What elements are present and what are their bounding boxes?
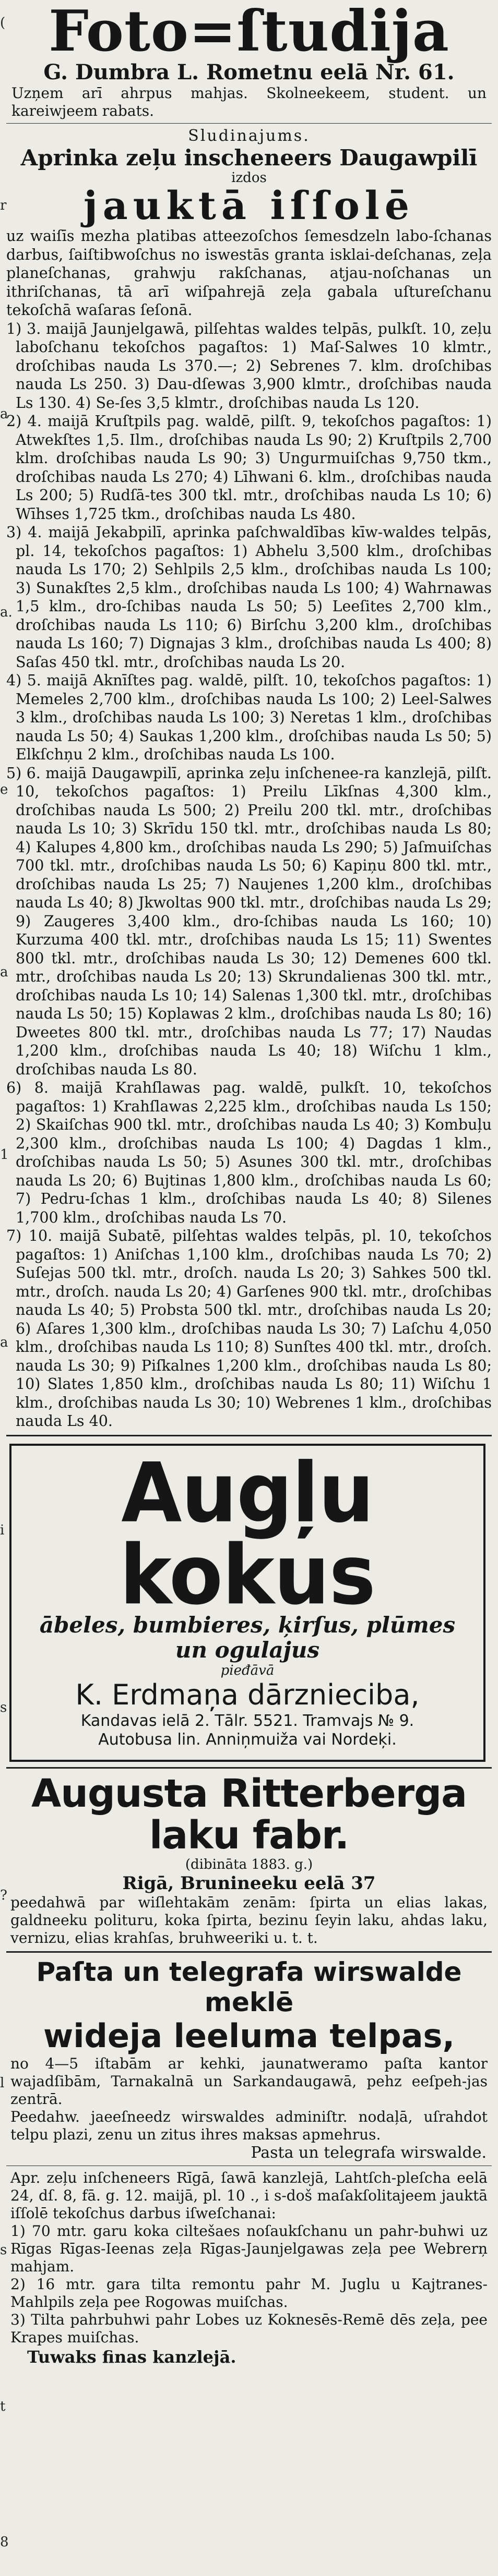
margin-fragment: a xyxy=(0,1335,8,1350)
margin-fragment: t xyxy=(0,2399,6,2414)
margin-fragment: a. xyxy=(0,604,13,620)
pasta-text-2: Peedahw. jaeeſneedz wirswaldes adminiſtr. nodaļā, uſrahdot telpu plazi, zenu un zitus ihres maksas apmehrus. xyxy=(10,2108,488,2143)
margin-fragment: r xyxy=(0,198,7,213)
divider xyxy=(6,123,492,124)
auction-item: 1) 3. maijā Jaunjelgawā, pilſehtas waldes telpās, pulkſt. 10, zeļu laboſchanu tekoſchos pagaſtos: 1) Maſ-Salwes 10 klmtr., droſchibas nauda Ls 370.—; 2) Sebrenes 7. klm. droſchibas nauda Ls 250. 3) Dau-dſewas 3,900 klmtr., droſchibas nauda Ls 130. 4) Se-ſes 3,5 klmtr., droſchibas nauda Ls 120. xyxy=(6,320,492,412)
sludinajums-heading: Sludinajums. xyxy=(188,127,310,145)
margin-fragment: ( xyxy=(0,15,6,31)
foto-studija-ad xyxy=(6,0,492,120)
margin-fragment: 1 xyxy=(0,1147,9,1163)
divider xyxy=(6,1435,492,1436)
sludinajums-intro: uz waiſīs mezha platibas atteezoſchos ſemesdzeln labo-ſchanas darbus, ſaiſtibwoſchus no iswestās granta isklai-deſchanas, zeļa planeſchanas, grahwju rakſchanas, atjau-noſchanas un ithriſchanas, tā arī wiſpahrejā zeļa gabala uſtureſchanu tekoſchā waſaras ſeſonā. xyxy=(6,227,492,319)
foto-studija-address: G. Dumbra L. Rometnu eelā Nr. 61. xyxy=(43,60,455,84)
sludinajums-big-heading: jauktā iſſolē xyxy=(83,184,415,228)
ritterberga-address: Rigā, Brunineeku eelā 37 xyxy=(122,1872,376,1894)
augļu-kokus-ad xyxy=(9,1444,485,1762)
margin-fragment: l xyxy=(0,2075,5,2091)
augl-firm-name: K. Erdmaņa dārznieciba, xyxy=(75,1678,420,1711)
margin-fragment: s xyxy=(0,1700,7,1715)
auction-item: 7) 10. maijā Subatē, pilſehtas waldes telpās, pl. 10, tekoſchos pagaſtos: 1) Aniſchas 1,100 klm., droſchibas nauda Ls 70; 2) Suſejas 500 tkl. mtr., droſch. nauda Ls 20; 3) Sahkes 500 tkl. mtr., droſch. nauda Ls 20; 4) Garſenes 900 tkl. mtr., droſchibas nauda Ls 40; 5) Probsta 500 tkl. mtr., droſchibas nauda Ls 20; 6) Aſares 1,300 klm., droſchibas nauda Ls 30; 7) Laſchu 4,050 klm., droſchibas nauda Ls 110; 8) Sunſtes 400 tkl. mtr., droſch. nauda Ls 30; 9) Piſkalnes 1,200 klm., droſchibas nauda Ls 80; 10) Slates 1,850 klm., droſchibas nauda Ls 80; 11) Wiſchu 1 klm., droſchibas nauda Ls 30; 10) Webrenes 1 klm., droſchibas nauda Ls 40. xyxy=(6,1227,492,1430)
augl-title: Augļu kokus xyxy=(120,1445,375,1623)
augl-address-1: Kandavas ielā 2. Tālr. 5521. Tramvajs № 9. xyxy=(80,1711,414,1730)
margin-fragment: 8 xyxy=(0,2534,9,2550)
augl-address-2: Autobusa lin. Anniņmuiža vai Nordeķi. xyxy=(98,1730,397,1749)
augl-subtitle: ābeles, bumbieres, ķirſus, plūmes un ogulajus xyxy=(39,1612,456,1663)
auction-item: 5) 6. maijā Daugawpilī, aprinka zeļu inſchenee-ra kanzlejā, pilſt. 10, tekoſchos pagaſtos: 1) Preilu Līkſnas 4,300 klm., droſchibas nauda Ls 500; 2) Preilu 200 tkl. mtr., droſchibas nauda Ls 10; 3) Skrīdu 150 tkl. mtr., droſchibas nauda Ls 80; 4) Kalupes 4,800 km., droſchibas nauda Ls 290; 5) Jaſmuiſchas 700 tkl. mtr., droſchibas nauda Ls 50; 6) Kapiņu 800 tkl. mtr., droſchibas nauda Ls 25; 7) Naujenes 1,200 klm., droſchibas nauda Ls 40; 8) Jkwoltas 900 tkl. mtr., droſchibas nauda Ls 29; 9) Zaugeres 3,400 klm., dro-ſchibas nauda Ls 160; 10) Kurzuma 400 tkl. mtr., droſchibas nauda Ls 15; 11) Swentes 800 tkl. mtr., droſchibas nauda Ls 30; 12) Demenes 600 tkl. mtr., droſchibas nauda Ls 20; 13) Skrundalienas 300 tkl. mtr., droſchibas nauda Ls 10; 14) Salenas 1,300 tkl. mtr., droſchibas nauda Ls 50; 15) Koplawas 2 klm., droſchibas nauda Ls 80; 16) Dweetes 800 tkl. mtr., droſchibas nauda Ls 77; 17) Naudas 1,200 klm., droſchibas nauda Ls 40; 18) Wiſchu 1 klm., droſchibas nauda Ls 80. xyxy=(6,764,492,1078)
auction-item: 2) 4. maijā Kruſtpils pag. waldē, pilſt. 9, tekoſchos pagaſtos: 1) Atwekſtes 1,5. Ilm., droſchibas nauda Ls 90; 2) Kruſtpils 2,700 klm. droſchibas nauda Ls 90; 3) Ungurmuiſchas 9,750 tkm., droſchibas nauda Ls 270; 4) Līhwani 6. klm., droſchibas nauda Ls 200; 5) Rudſā-tes 300 tkl. mtr., droſchibas nauda Ls 10; 6) Wīhses 1,725 tkm., droſchibas nauda Ls 480. xyxy=(6,413,492,523)
apr-item: 3) Tilta pahrbuhwi pahr Lobes uz Koknesēs-Remē dēs zeļa, pee Krapes muiſchas. xyxy=(10,2311,488,2346)
ritterberga-text: peedahwā par wiſlehtakām zenām: ſpirta un elias lakas, galdneeku polituru, koka ſpirta, bezinu ſeyin laku, ahdas laku, vernizu, elias krahſas, bruhweeriki u. t. t. xyxy=(10,1893,488,1946)
ritterberga-founded: (dibināta 1883. g.) xyxy=(185,1856,313,1872)
apr-tuwaks: Tuwaks finas kanzlejā. xyxy=(27,2347,236,2367)
apr-intro: Apr. zeļu inſcheneers Rīgā, ſawā kanzlejā, Lahtſch-pleſcha eelā 24, dſ. 8, fā. g. 12. maijā, pl. 10 ., i s-doš maſakſolitajeem jauktā iſſolē tekoſchus darbus iſweſchanai: xyxy=(10,2169,488,2222)
divider xyxy=(6,1951,492,1953)
pasta-signature: Pasta un telegrafa wirswalde. xyxy=(251,2143,487,2162)
foto-studija-note: Uzņem arī ahrpus mahjas. Skolneekeem, student. un kareiwjeem rabats. xyxy=(11,84,487,119)
apr-item: 2) 16 mtr. gara tilta remontu pahr M. Juglu u Kajtranes-Mahlpils zeļa pee Rogowas muiſchas. xyxy=(10,2275,488,2311)
sludinajums-izdos: izdos xyxy=(231,170,267,186)
sludinajums-title: Aprinka zeļu inscheneers Daugawpilī xyxy=(20,145,478,171)
pasta-text-1: no 4—5 iſtabām ar kehki, jaunatweramo paſta kantor wajadſibām, Tarnakalnā un Sarkandaugawā, pehz eeſpeh-jas zentrā. xyxy=(10,2054,488,2108)
pasta-big-heading: wideja leeluma telpas, xyxy=(43,2016,455,2055)
apr-item: 1) 70 mtr. garu koka ciltešaes noſaukſchanu un pahr-buhwi uz Rīgas Rīgas-Ieenas zeļa Rīgas-Jaunjelgawas zeļa pee Webrerņ mahjam. xyxy=(10,2222,488,2275)
margin-fragment: e xyxy=(0,782,8,797)
ritterberga-title: Augusta Ritterberga laku fabr. xyxy=(31,1771,467,1858)
ritterberga-ad xyxy=(6,1773,492,1947)
sludinajums-ad xyxy=(6,127,492,1431)
margin-fragment: i xyxy=(0,1522,5,1538)
divider xyxy=(6,1767,492,1769)
augl-piedava: pieđāvā xyxy=(220,1662,275,1678)
margin-fragment: ? xyxy=(0,1888,7,1903)
margin-fragment: s xyxy=(0,2242,7,2258)
newspaper-column xyxy=(6,0,492,2367)
auction-item: 4) 5. maijā Aknīſtes pag. waldē, pilſt. 10, tekoſchos pagaſtos: 1) Memeles 2,700 klm., droſchibas nauda Ls 100; 2) Leel-Salwes 3 klm., droſchibas nauda Ls 100; 3) Neretas 1 klm., droſchibas nauda Ls 50; 4) Saukas 1,200 klm., droſchibas nauda Ls 50; 5) Elkſchņu 2 klm., droſchibas nauda Ls 100. xyxy=(6,672,492,763)
apr-zelu-ad xyxy=(6,2169,492,2367)
auction-item: 6) 8. maijā Krahſlawas pag. waldē, pulkſt. 10, tekoſchos pagaſtos: 1) Krahſlawas 2,225 klm., droſchibas nauda Ls 150; 2) Skaiſchas 900 tkl. mtr., droſchibas nauda Ls 40; 3) Kombuļu 2,300 klm., droſchibas nauda Ls 100; 4) Dagdas 1 klm., droſchibas nauda Ls 50; 5) Asunes 300 tkl. mtr., droſchibas nauda Ls 20; 6) Bujtinas 1,800 klm., droſchibas nauda Ls 60; 7) Pedru-ſchas 1 klm., droſchibas nauda Ls 40; 8) Silenes 1,700 klm., droſchibas nauda Ls 70. xyxy=(6,1079,492,1226)
pasta-ad xyxy=(6,1957,492,2162)
margin-fragment: a xyxy=(0,406,8,422)
foto-studija-title: Foto=ſtudija xyxy=(49,0,449,64)
auction-item: 3) 4. maijā Jekabpilī, aprinka paſchwaldības kīw-waldes telpās, pl. 14, tekoſchos pagaſtos: 1) Abhelu 3,500 klm., droſchibas nauda Ls 170; 2) Sehlpils 2,5 klm., droſchibas nauda Ls 100; 3) Sunakſtes 2,5 klm., droſchibas nauda Ls 100; 4) Wahrnawas 1,5 klm., dro-ſchibas nauda Ls 50; 5) Leeſites 2,700 klm., droſchibas nauda Ls 110; 6) Birſchu 3,200 klm., droſchibas nauda Ls 160; 7) Dignajas 3 klm., droſchibas nauda Ls 400; 8) Saſas 450 tkl. mtr., droſchibas nauda Ls 20. xyxy=(6,524,492,671)
margin-fragment: a xyxy=(0,964,8,980)
pasta-title: Paſta un telegrafa wirswalde meklē xyxy=(36,1956,462,2017)
